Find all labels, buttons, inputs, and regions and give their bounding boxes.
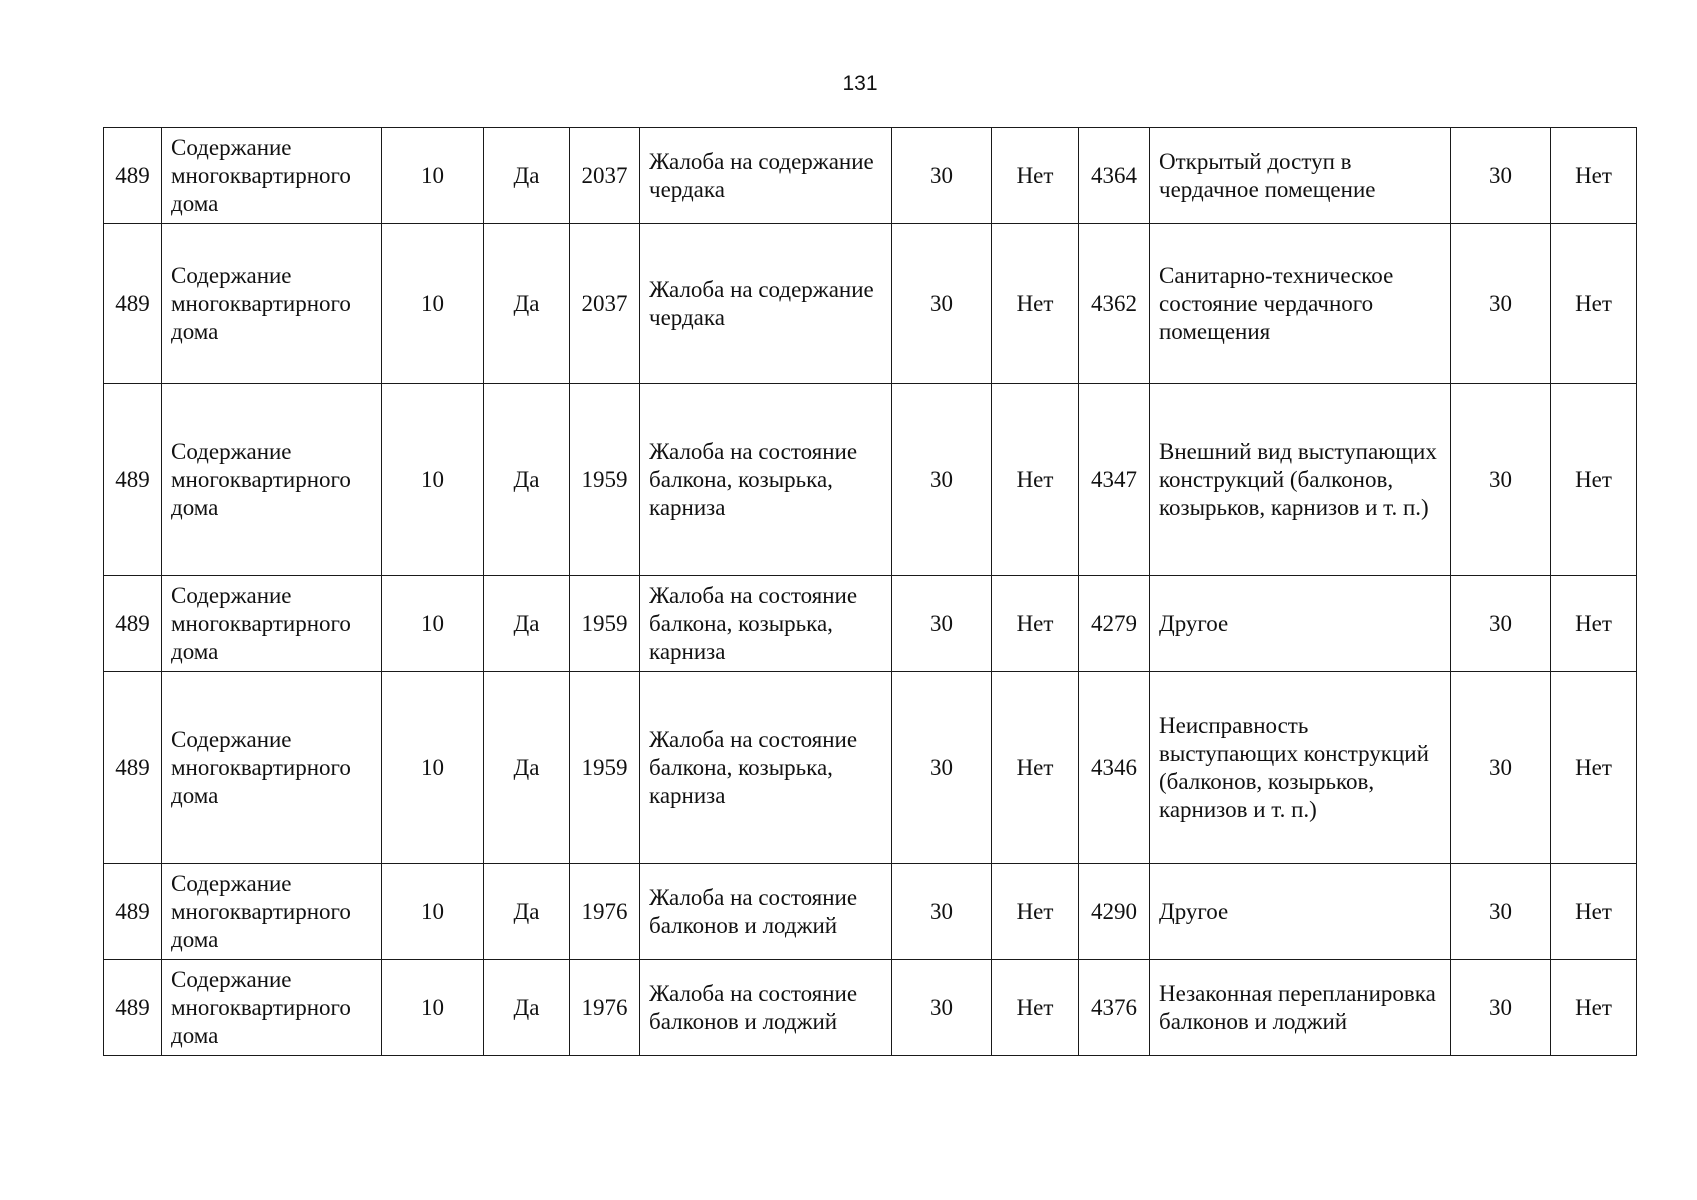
- cell-flag-yes: Да: [484, 128, 570, 224]
- cell-category-code: 2037: [570, 128, 640, 224]
- cell-subcategory-description: Открытый доступ в чердачное помещение: [1150, 128, 1451, 224]
- cell-flag-no: Нет: [992, 384, 1079, 576]
- cell-term-days-2: 30: [1451, 128, 1551, 224]
- cell-deadline-days: 10: [382, 128, 484, 224]
- cell-category-code: 1959: [570, 672, 640, 864]
- cell-deadline-days: 10: [382, 384, 484, 576]
- cell-term-days-2: 30: [1451, 576, 1551, 672]
- cell-complaint-type: Жалоба на содержание чердака: [640, 128, 892, 224]
- cell-row-number: 489: [104, 384, 162, 576]
- cell-row-number: 489: [104, 224, 162, 384]
- cell-flag-no: Нет: [992, 864, 1079, 960]
- cell-term-days: 30: [892, 224, 992, 384]
- cell-deadline-days: 10: [382, 576, 484, 672]
- cell-term-days: 30: [892, 864, 992, 960]
- table-row: [104, 224, 1637, 384]
- cell-flag-yes: Да: [484, 224, 570, 384]
- cell-service-name: Содержание многоквартирного дома: [162, 672, 382, 864]
- data-table: [103, 127, 1637, 1056]
- cell-flag-no-2: Нет: [1551, 960, 1637, 1056]
- cell-subcategory-description: Другое: [1150, 864, 1451, 960]
- cell-category-code: 1959: [570, 576, 640, 672]
- cell-subcategory-code: 4279: [1079, 576, 1150, 672]
- cell-flag-yes: Да: [484, 672, 570, 864]
- cell-flag-yes: Да: [484, 384, 570, 576]
- cell-deadline-days: 10: [382, 224, 484, 384]
- cell-complaint-type: Жалоба на состояние балконов и лоджий: [640, 864, 892, 960]
- cell-row-number: 489: [104, 960, 162, 1056]
- cell-deadline-days: 10: [382, 960, 484, 1056]
- cell-service-name: Содержание многоквартирного дома: [162, 576, 382, 672]
- cell-term-days-2: 30: [1451, 224, 1551, 384]
- table-row: [104, 576, 1637, 672]
- cell-flag-yes: Да: [484, 864, 570, 960]
- cell-term-days: 30: [892, 384, 992, 576]
- cell-deadline-days: 10: [382, 672, 484, 864]
- cell-complaint-type: Жалоба на состояние балкона, козырька, карниза: [640, 576, 892, 672]
- cell-flag-no: Нет: [992, 128, 1079, 224]
- cell-category-code: 2037: [570, 224, 640, 384]
- cell-flag-yes: Да: [484, 576, 570, 672]
- cell-deadline-days: 10: [382, 864, 484, 960]
- page-number: 131: [842, 72, 878, 95]
- cell-complaint-type: Жалоба на состояние балконов и лоджий: [640, 960, 892, 1056]
- cell-flag-yes: Да: [484, 960, 570, 1056]
- cell-flag-no-2: Нет: [1551, 864, 1637, 960]
- cell-service-name: Содержание многоквартирного дома: [162, 960, 382, 1056]
- cell-term-days: 30: [892, 672, 992, 864]
- cell-flag-no-2: Нет: [1551, 576, 1637, 672]
- cell-row-number: 489: [104, 576, 162, 672]
- cell-category-code: 1976: [570, 960, 640, 1056]
- cell-term-days-2: 30: [1451, 384, 1551, 576]
- cell-term-days-2: 30: [1451, 672, 1551, 864]
- cell-complaint-type: Жалоба на состояние балкона, козырька, карниза: [640, 672, 892, 864]
- cell-flag-no-2: Нет: [1551, 128, 1637, 224]
- cell-flag-no-2: Нет: [1551, 672, 1637, 864]
- cell-flag-no: Нет: [992, 960, 1079, 1056]
- table-row: [104, 672, 1637, 864]
- cell-flag-no-2: Нет: [1551, 384, 1637, 576]
- cell-service-name: Содержание многоквартирного дома: [162, 864, 382, 960]
- cell-complaint-type: Жалоба на состояние балкона, козырька, карниза: [640, 384, 892, 576]
- cell-flag-no: Нет: [992, 224, 1079, 384]
- cell-category-code: 1959: [570, 384, 640, 576]
- cell-subcategory-code: 4376: [1079, 960, 1150, 1056]
- cell-flag-no: Нет: [992, 672, 1079, 864]
- cell-flag-no: Нет: [992, 576, 1079, 672]
- cell-term-days-2: 30: [1451, 864, 1551, 960]
- table-row: [104, 960, 1637, 1056]
- cell-term-days: 30: [892, 576, 992, 672]
- cell-term-days-2: 30: [1451, 960, 1551, 1056]
- cell-term-days: 30: [892, 960, 992, 1056]
- cell-subcategory-code: 4364: [1079, 128, 1150, 224]
- cell-subcategory-description: Санитарно-техническое состояние чердачного помещения: [1150, 224, 1451, 384]
- cell-complaint-type: Жалоба на содержание чердака: [640, 224, 892, 384]
- table-row: [104, 128, 1637, 224]
- cell-row-number: 489: [104, 128, 162, 224]
- cell-subcategory-code: 4290: [1079, 864, 1150, 960]
- table-row: [104, 864, 1637, 960]
- cell-subcategory-description: Другое: [1150, 576, 1451, 672]
- cell-subcategory-description: Незаконная перепланировка балконов и лоджий: [1150, 960, 1451, 1056]
- cell-flag-no-2: Нет: [1551, 224, 1637, 384]
- cell-subcategory-code: 4346: [1079, 672, 1150, 864]
- cell-term-days: 30: [892, 128, 992, 224]
- cell-subcategory-code: 4362: [1079, 224, 1150, 384]
- table-row: [104, 384, 1637, 576]
- cell-subcategory-description: Внешний вид выступающих конструкций (балконов, козырьков, карнизов и т. п.): [1150, 384, 1451, 576]
- cell-service-name: Содержание многоквартирного дома: [162, 384, 382, 576]
- cell-subcategory-code: 4347: [1079, 384, 1150, 576]
- cell-service-name: Содержание многоквартирного дома: [162, 128, 382, 224]
- cell-service-name: Содержание многоквартирного дома: [162, 224, 382, 384]
- cell-subcategory-description: Неисправность выступающих конструкций (балконов, козырьков, карнизов и т. п.): [1150, 672, 1451, 864]
- cell-category-code: 1976: [570, 864, 640, 960]
- cell-row-number: 489: [104, 864, 162, 960]
- cell-row-number: 489: [104, 672, 162, 864]
